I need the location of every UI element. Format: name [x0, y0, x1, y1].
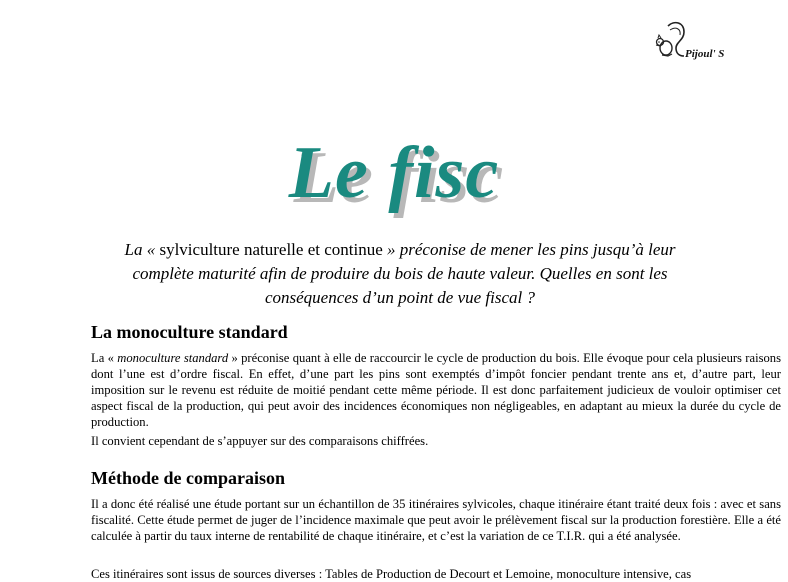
logo-text: Pijoul' S [685, 48, 725, 60]
paragraph-method: Il a donc été réalisé une étude portant sur un échantillon de 35 itinéraires sylvicoles, chaque itinéraire étant traité deux fois : avec et sans fiscalité. Cette étude permet de juger de l’incidence maximale que peut avoir le prélèvement fiscal sur la production forestière. Elle a été calculée à partir du taux interne de rentabilité de chaque itinéraire, et c’est la variation de ce T.I.R. qui a été analysée. [91, 497, 781, 543]
intro-part3: » préconise de mener les pins jusqu’à leur complète maturité afin de produire du bois de haute valeur. Quelles en sont les conséquences d’un point de vue fiscal ? [132, 240, 676, 307]
intro-part1: La « [124, 240, 160, 259]
para-part-a: La « [91, 351, 118, 365]
section-heading-monoculture: La monoculture standard [91, 322, 288, 342]
paragraph-monoculture [91, 350, 781, 430]
intro-paragraph [100, 238, 700, 310]
logo [654, 20, 744, 68]
para-part-c: » préconise quant à elle de raccourcir le cycle de production du bois. Elle évoque pour cela plusieurs raisons dont l’une est d’ordre fiscal. En effet, d’une part les pins sont exemptés d’impôt foncier pendant trente ans et, d’autre part, leur imposition sur le revenu est réduite de moitié pendant cette même période. Il est donc parfaitement judicieux de vouloir optimiser cet aspect fiscal de la production, qui peut avoir des incidences économiques non négligeables, en adaptant au mieux la durée du cycle de production. [91, 351, 781, 429]
para-term: monoculture standard [117, 351, 229, 365]
paragraph-sources: Ces itinéraires sont issus de sources diverses : Tables de Production de Decourt et Lemoine, monoculture intensive, cas [91, 567, 692, 581]
squirrel-icon [654, 20, 688, 60]
page-title: Le fisc [288, 132, 500, 214]
intro-term: sylviculture naturelle et continue [159, 240, 383, 259]
section-heading-method: Méthode de comparaison [91, 468, 285, 488]
paragraph-comparisons: Il convient cependant de s’appuyer sur des comparaisons chiffrées. [91, 434, 429, 448]
